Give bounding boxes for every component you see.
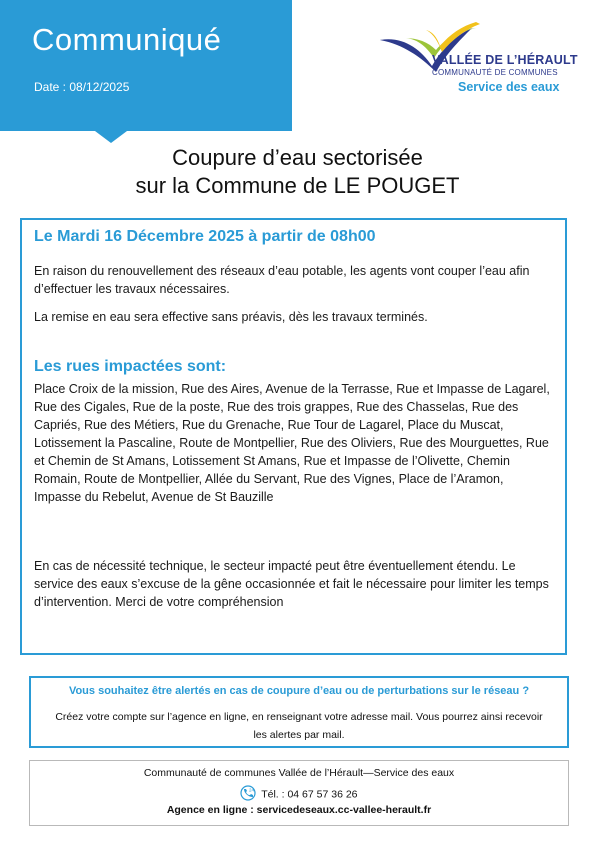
logo-subtitle: COMMUNAUTÉ DE COMMUNES xyxy=(432,68,558,77)
header-banner xyxy=(0,0,292,131)
notice-title-line2: sur la Commune de LE POUGET xyxy=(135,173,460,198)
logo-service: Service des eaux xyxy=(458,80,560,94)
communique-date: Date : 08/12/2025 xyxy=(34,80,130,94)
alert-text: Créez votre compte sur l’agence en ligne, en renseignant votre adresse mail. Vous pourrez ainsi recevoir les alertes par mail. xyxy=(55,711,543,741)
footer-phone-line xyxy=(30,785,568,804)
phone-badge-text: 24 xyxy=(249,787,255,793)
notice-title-line1: Coupure d’eau sectorisée xyxy=(172,145,423,170)
restore-paragraph: La remise en eau sera effective sans préavis, dès les travaux terminés. xyxy=(34,310,428,324)
outage-date: Le Mardi 16 Décembre 2025 à partir de 08h00 xyxy=(34,228,376,245)
banner-notch xyxy=(95,131,127,143)
footer-organization: Communauté de communes Vallée de l’Hérault—Service des eaux xyxy=(143,767,455,779)
organization-logo xyxy=(376,22,576,102)
alert-box xyxy=(29,676,569,748)
footer-phone[interactable]: Tél. : 04 67 57 36 26 xyxy=(261,788,358,801)
streets-list: Place Croix de la mission, Rue des Aires, Avenue de la Terrasse, Rue et Impasse de Lagarel, Rue des Cigales, Rue de la poste, Rue des trois grappes, Rue des Chasselas, Rue des Capriés, Rue des Métiers, Rue du Grenache, Rue Tour de Lagarel, Place du Muscat, Lotissement la Pascaline, Route de Montpellier, Rue des Oliviers, Rue des Mourguettes, Rue et Chemin de St Amans, Lotissement St Amans, Rue et Impasse de l’Olivette, Chemin Romain, Route de Montpellier, Allée du Servant, Rue des Vignes, Place de l’Aramon, Impasse du Rebelut, Avenue de St Bauzille xyxy=(34,382,550,504)
page-title: Communiqué xyxy=(32,22,222,57)
notice-title xyxy=(0,144,595,200)
alert-question: Vous souhaitez être alertés en cas de coupure d’eau ou de perturbations sur le réseau ? xyxy=(68,685,530,697)
closing-paragraph: En cas de nécessité technique, le secteur impacté peut être éventuellement étendu. Le service des eaux s’excuse de la gêne occasionnée et fait le nécessaire pour limiter les temps d’intervention. Merci de votre compréhension xyxy=(34,559,549,609)
footer-online-agency[interactable]: Agence en ligne : servicedeseaux.cc-vallee-herault.fr xyxy=(166,804,432,816)
intro-paragraph: En raison du renouvellement des réseaux d’eau potable, les agents vont couper l’eau afin d’effectuer les travaux nécessaires. xyxy=(34,264,530,296)
footer-contact-box xyxy=(29,760,569,826)
phone-24h-icon xyxy=(240,785,256,804)
notice-content-box xyxy=(20,218,567,655)
streets-heading: Les rues impactées sont: xyxy=(34,358,227,375)
logo-name: VALLÉE DE L’HÉRAULT xyxy=(432,53,578,67)
